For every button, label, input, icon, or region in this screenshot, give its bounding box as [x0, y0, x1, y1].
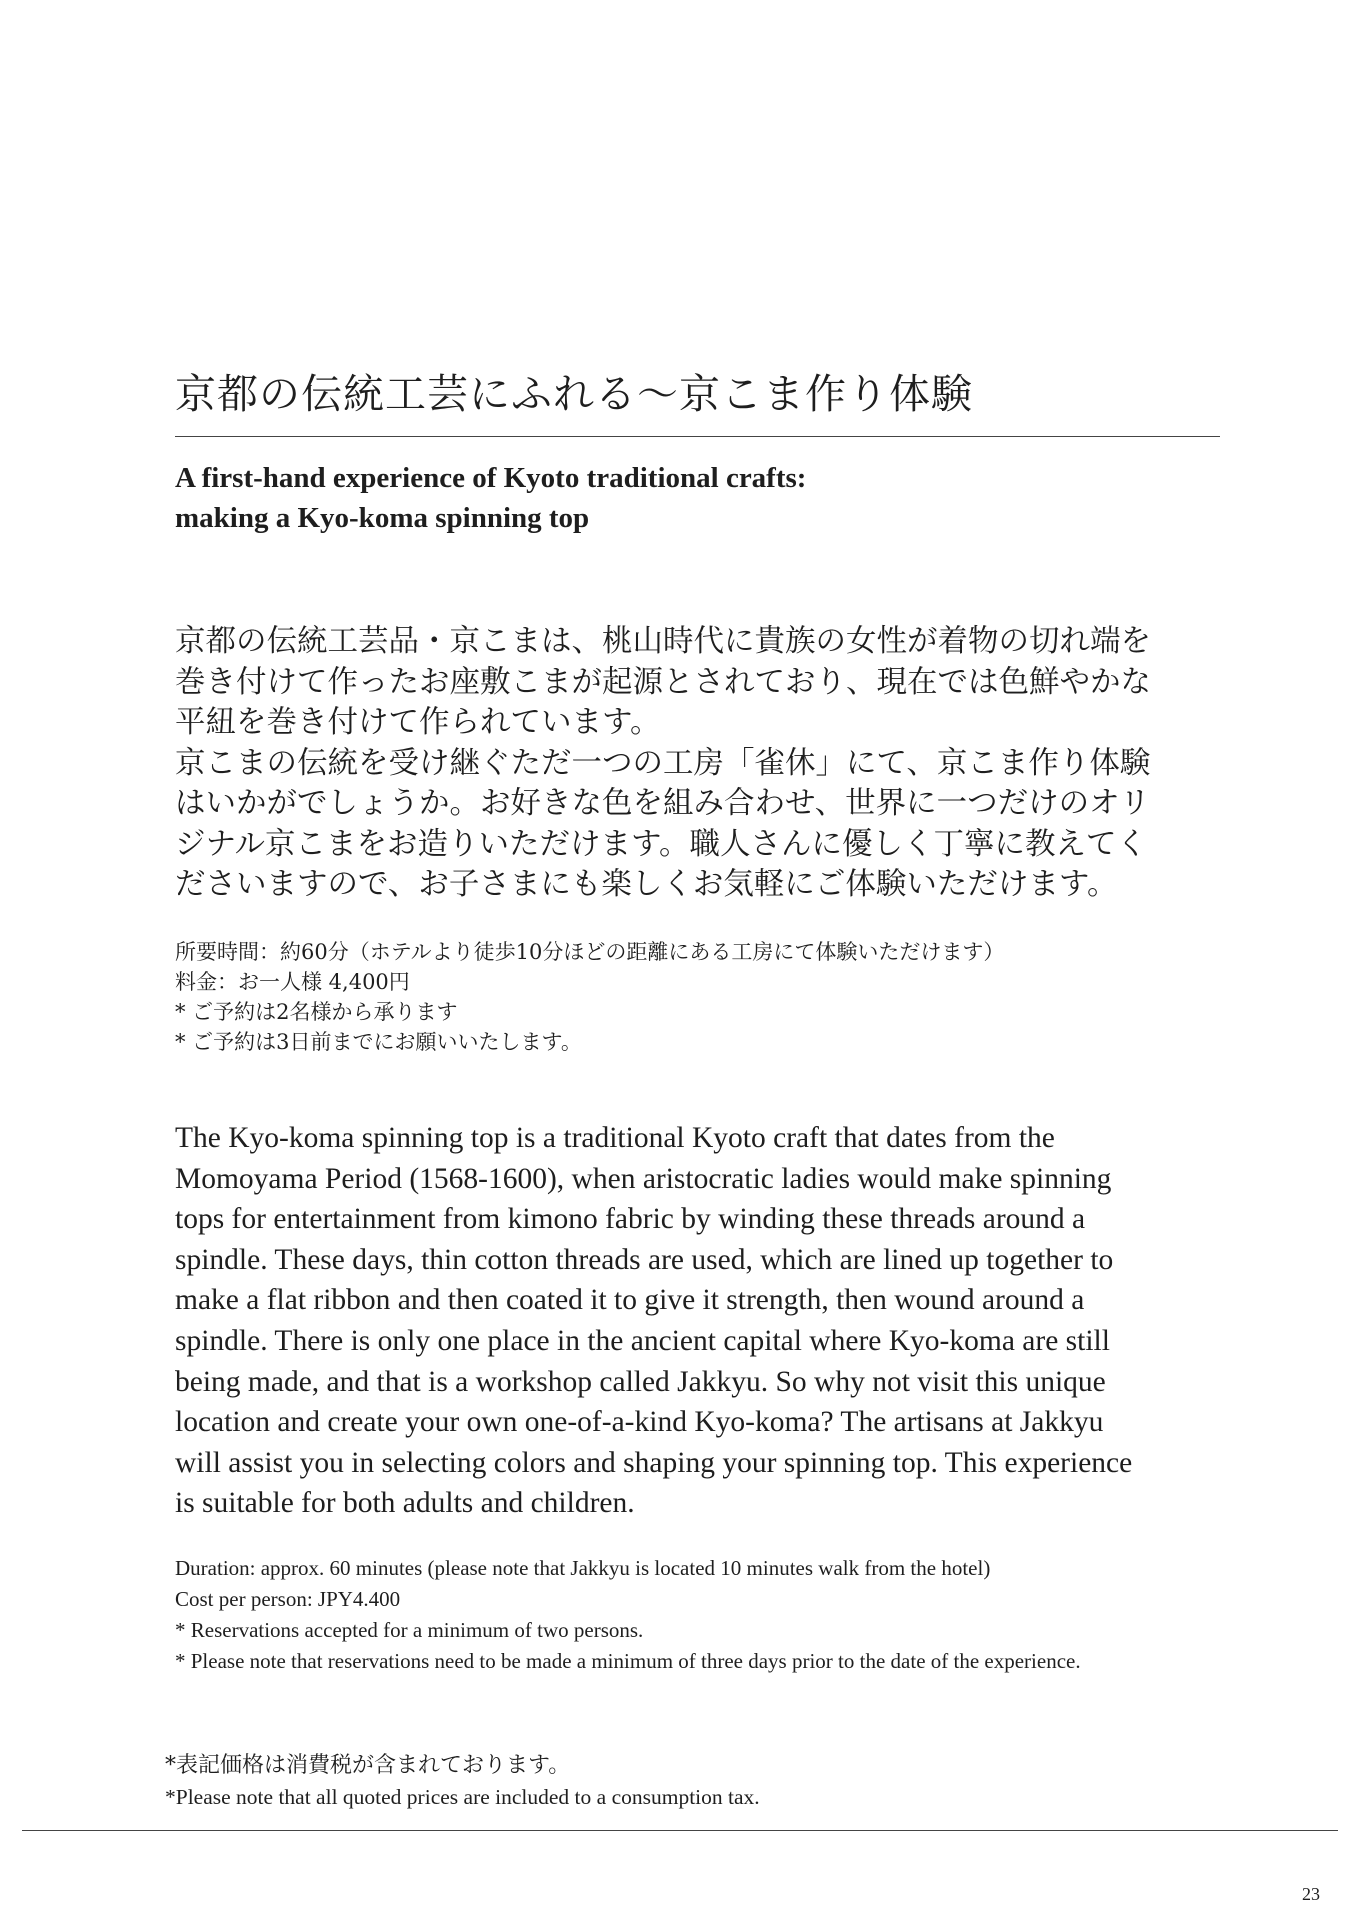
detail-en-price: Cost per person: JPY4.400 — [175, 1587, 401, 1611]
body-ja-line: 京こまの伝統を受け継ぐただ一つの工房「雀休」にて、京こま作り体験 — [175, 745, 1151, 781]
detail-ja-advance-booking: * ご予約は3日前までにお願いいたします。 — [175, 1030, 582, 1054]
detail-en-advance-booking: * Please note that reservations need to be made a minimum of three days prior to the date of the experience. — [175, 1649, 1081, 1673]
tax-note-english: *Please note that all quoted prices are included to a consumption tax. — [165, 1785, 760, 1809]
title-en-line: making a Kyo-koma spinning top — [175, 502, 590, 534]
description-japanese — [175, 622, 1151, 906]
body-ja-line: ジナル京こまをお造りいただけます。職人さんに優しく丁寧に教えてく — [175, 826, 1148, 862]
tax-notes — [165, 1750, 760, 1812]
body-en-line: The Kyo-koma spinning top is a traditional Kyoto craft that dates from the — [175, 1122, 1055, 1154]
body-ja-line: 京都の伝統工芸品・京こまは、桃山時代に貴族の女性が着物の切れ端を — [175, 624, 1151, 659]
detail-ja-price: 料金：お一人様 4,400円 — [175, 970, 410, 994]
page-number: 23 — [1302, 1884, 1320, 1904]
body-en-line: is suitable for both adults and children. — [175, 1487, 635, 1520]
title-en-line: A first-hand experience of Kyoto traditional crafts: — [175, 462, 807, 494]
body-en-line: will assist you in selecting colors and shaping your spinning top. This experience — [175, 1446, 1133, 1479]
detail-en-duration: Duration: approx. 60 minutes (please note that Jakkyu is located 10 minutes walk from the hotel) — [175, 1556, 991, 1580]
body-en-line: spindle. These days, thin cotton threads are used, which are lined up together to — [175, 1243, 1114, 1276]
body-en-line: Momoyama Period (1568-1600), when aristocratic ladies would make spinning — [175, 1162, 1112, 1195]
detail-en-min-persons: * Reservations accepted for a minimum of two persons. — [175, 1618, 644, 1642]
details-english — [175, 1553, 1081, 1677]
page-title-english — [175, 458, 806, 538]
detail-ja-min-persons: * ご予約は2名様から承ります — [175, 1000, 458, 1024]
body-ja-line: ださいますので、お子さまにも楽しくお気軽にご体験いただけます。 — [175, 867, 1118, 902]
detail-ja-duration: 所要時間：約60分（ホテルより徒歩10分ほどの距離にある工房にて体験いただけます） — [175, 940, 1005, 964]
body-en-line: make a flat ribbon and then coated it to give it strength, then wound around a — [175, 1284, 1085, 1317]
body-ja-line: 巻き付けて作ったお座敷こまが起源とされており、現在では色鮮やかな — [175, 664, 1151, 700]
tax-note-japanese: *表記価格は消費税が含まれております。 — [165, 1753, 571, 1778]
details-japanese — [175, 937, 1004, 1057]
body-ja-line: 平紐を巻き付けて作られています。 — [175, 705, 661, 740]
body-ja-line: はいかがでしょうか。お好きな色を組み合わせ、世界に一つだけのオリ — [175, 786, 1151, 821]
footer-divider — [22, 1830, 1338, 1831]
description-english — [175, 1118, 1132, 1524]
body-en-line: spindle. There is only one place in the ancient capital where Kyo-koma are still — [175, 1324, 1110, 1357]
body-en-line: location and create your own one-of-a-kind Kyo-koma? The artisans at Jakkyu — [175, 1406, 1104, 1439]
page-title-japanese: 京都の伝統工芸にふれる〜京こま作り体験 — [175, 370, 973, 418]
title-divider — [175, 436, 1220, 437]
body-en-line: being made, and that is a workshop called Jakkyu. So why not visit this unique — [175, 1365, 1106, 1398]
body-en-line: tops for entertainment from kimono fabric by winding these threads around a — [175, 1203, 1086, 1236]
